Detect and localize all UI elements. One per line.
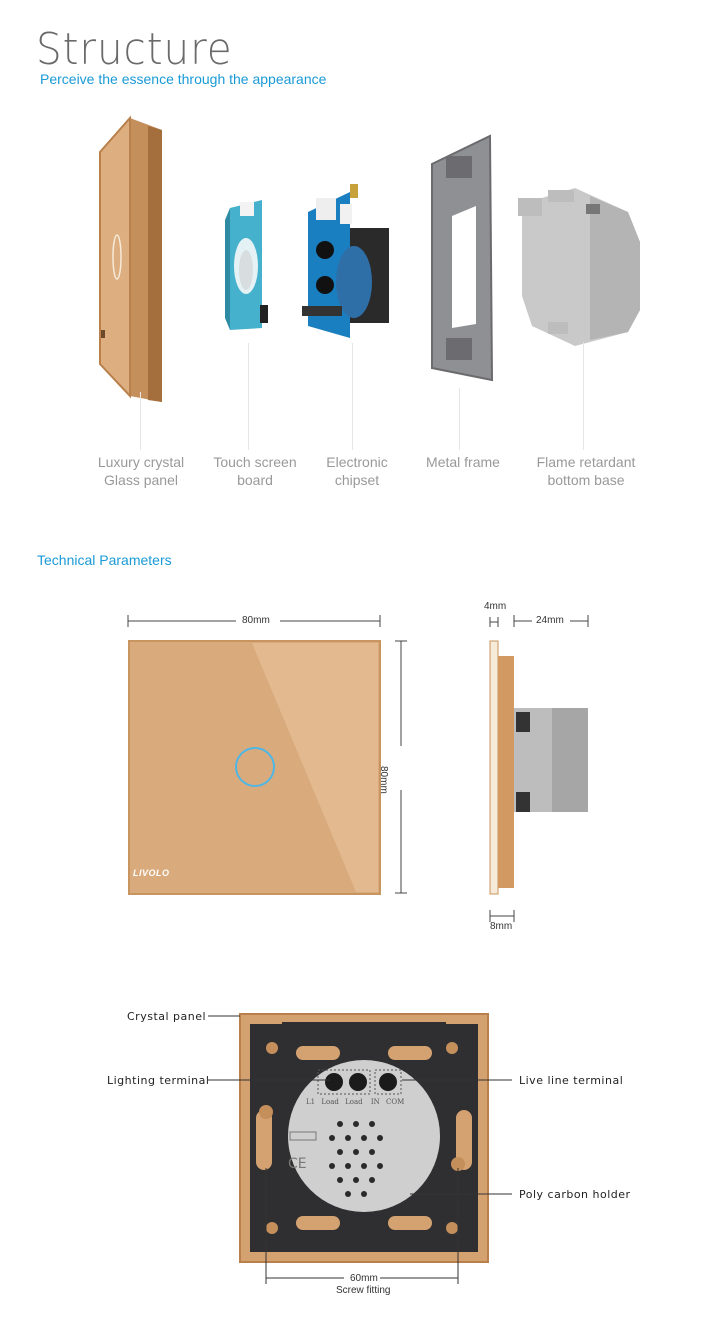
screw-fitting-label: Screw fitting — [336, 1285, 391, 1296]
label-crystal-panel: Crystal panel — [127, 1010, 207, 1023]
section-heading-technical: Technical Parameters — [37, 552, 172, 568]
page-title: Structure — [36, 24, 233, 75]
component-label-glass-panel: Luxury crystal Glass panel — [97, 454, 185, 488]
brand-logo: LIVOLO — [133, 868, 170, 878]
back-view-diagram — [0, 1000, 720, 1300]
glass-thickness-label: 4mm — [484, 601, 507, 612]
width-dimension-label: 80mm — [242, 615, 270, 626]
component-label-metal-frame: Metal frame — [426, 454, 500, 470]
label-lighting-terminal: Lighting terminal — [107, 1074, 210, 1087]
bottom-base-image — [518, 188, 640, 346]
connector-line — [459, 388, 460, 450]
depth-label: 24mm — [536, 615, 564, 626]
page-subtitle: Perceive the essence through the appearance — [40, 71, 327, 87]
component-label-bottom-base: Flame retardant bottom base — [536, 454, 636, 488]
ce-mark: CE — [288, 1156, 307, 1172]
label-live-line-terminal: Live line terminal — [519, 1074, 624, 1087]
metal-frame-image — [432, 136, 492, 380]
component-label-chipset: Electronic chipset — [326, 454, 388, 488]
height-dimension-label: 80mm — [378, 766, 389, 794]
connector-line — [248, 343, 249, 450]
chipset-image — [302, 184, 389, 338]
glass-panel-image — [100, 118, 162, 402]
connector-line — [583, 342, 584, 450]
component-label-touch-board: Touch screen board — [213, 454, 297, 488]
screw-distance-label: 60mm — [350, 1273, 378, 1284]
front-view-dimension-drawing — [0, 600, 720, 940]
connector-line — [352, 343, 353, 450]
terminal-markings: L1 Load Load IN COM — [306, 1098, 405, 1106]
connector-line — [140, 392, 141, 450]
touch-board-image — [225, 200, 268, 330]
label-poly-carbon-holder: Poly carbon holder — [519, 1188, 631, 1201]
frame-thickness-label: 8mm — [490, 921, 513, 932]
exploded-structure-illustration — [0, 100, 720, 450]
